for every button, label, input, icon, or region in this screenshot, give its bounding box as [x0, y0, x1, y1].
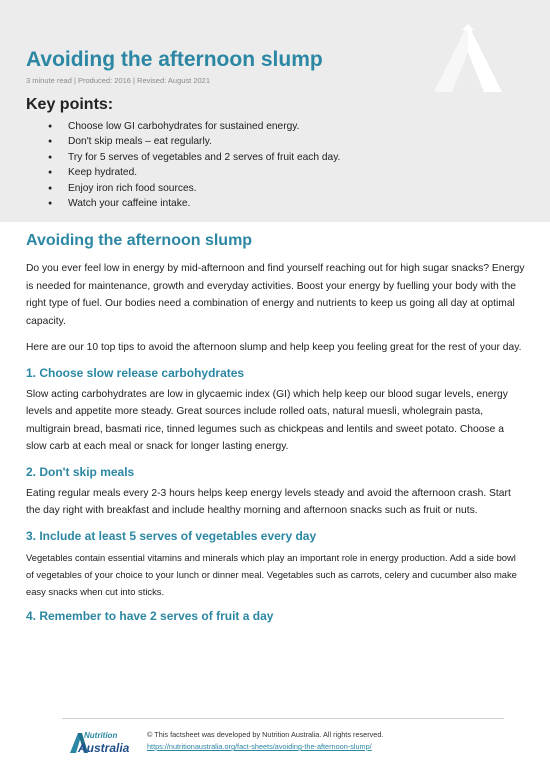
nutrition-australia-mark-icon — [432, 22, 504, 94]
key-point-item: ● Enjoy iron rich food sources. — [58, 181, 340, 196]
section-body: Slow acting carbohydrates are low in glycaemic index (GI) which help keep our blood sugar levels, energy levels and appetite more steady. Great sources include rolled oats, natural muesli, wholegrain pasta, multigrain bread, basmati rice, tinned legumes such as chickpeas and lentils and sweet potato. Choose a slow carb at each meal or snack for longer lasting energy. — [26, 388, 508, 452]
section-heading: 1. Choose slow release carbohydrates — [26, 365, 245, 380]
key-points-list — [58, 119, 340, 211]
article-heading: Avoiding the afternoon slump — [26, 232, 253, 249]
factsheet-link[interactable]: https://nutritionaustralia.org/fact-sheets/avoiding-the-afternoon-slump/ — [147, 742, 372, 751]
nutrition-australia-logo-icon — [62, 727, 134, 757]
copyright-notice: © This factsheet was developed by Nutrition Australia. All rights reserved. — [147, 730, 384, 739]
key-point-item: ● Choose low GI carbohydrates for sustained energy. — [58, 119, 340, 134]
footer-divider — [62, 718, 504, 719]
key-point-item: ● Watch your caffeine intake. — [58, 196, 340, 211]
footer-logo-top: Nutrition — [84, 731, 118, 740]
section-body: Vegetables contain essential vitamins and minerals which play an important role in energy production. Add a side bowl of vegetables of your choice to your lunch or dinner meal. Vegetables such as carrots, celery and cucumber also make easy snacks when cut into sticks. — [26, 551, 517, 597]
section-heading: 2. Don't skip meals — [26, 464, 135, 479]
header-panel — [0, 0, 550, 222]
key-point-item: ● Try for 5 serves of vegetables and 2 serves of fruit each day. — [58, 150, 340, 165]
article-meta: 3 minute read | Produced: 2016 | Revised: August 2021 — [26, 76, 211, 85]
section-body: Eating regular meals every 2-3 hours helps keep energy levels steady and avoid the afternoon crash. Start the day right with breakfast and include healthy morning and afternoon snacks such as fruit or nuts. — [26, 487, 511, 516]
key-point-item: ● Keep hydrated. — [58, 165, 340, 180]
footer-logo-bottom: Australia — [78, 741, 130, 755]
key-point-item: ● Don't skip meals – eat regularly. — [58, 134, 340, 149]
intro-paragraph: Here are our 10 top tips to avoid the afternoon slump and help keep you feeling great for the rest of your day. — [26, 342, 522, 353]
section-heading: 4. Remember to have 2 serves of fruit a day — [26, 608, 274, 623]
article-content — [26, 232, 526, 629]
key-points-heading: Key points: — [26, 96, 114, 113]
intro-paragraph: Do you ever feel low in energy by mid-afternoon and find yourself reaching out for high sugar snacks? Energy is needed for maintenance, growth and everyday activities. Boost your energy by fuelling your body with the right type of fuel. Our bodies need a combination of energy and nutrients to keep us going all day at optimal capacity. — [26, 263, 525, 327]
section-heading: 3. Include at least 5 serves of vegetables every day — [26, 528, 317, 543]
page-title: Avoiding the afternoon slump — [26, 48, 323, 71]
